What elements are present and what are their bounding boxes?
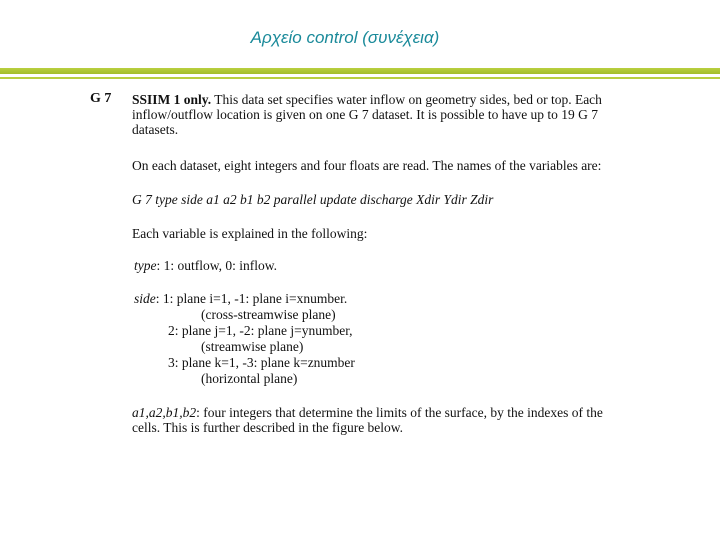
dataset-label: G 7 — [90, 91, 112, 106]
side-key: side — [134, 291, 156, 306]
a-text: : four integers that determine the limits of the surface, by the indexes of the cells. This is further described in the figure below. — [132, 405, 603, 435]
side-line-6: (horizontal plane) — [201, 371, 298, 386]
read-line: On each dataset, eight integers and four floats are read. The names of the variables are: — [132, 158, 602, 173]
explained-line: Each variable is explained in the following: — [132, 226, 368, 241]
type-key: type — [134, 258, 157, 273]
side-line-3: 2: plane j=1, -2: plane j=ynumber, — [168, 323, 353, 338]
intro-paragraph — [132, 92, 620, 137]
side-definition — [134, 291, 347, 306]
type-text: : 1: outflow, 0: inflow. — [156, 258, 277, 273]
a-key: a1,a2,b1,b2 — [132, 405, 197, 420]
slide-title: Αρχείο control (συνέχεια) — [250, 28, 440, 47]
intro-text: This data set specifies water inflow on geometry sides, bed or top. Each inflow/outflow location is given on one G 7 dataset. It is possible to have up to 19 G 7 datasets. — [132, 92, 602, 137]
a1a2b1b2-definition — [132, 405, 622, 435]
side-line-4: (streamwise plane) — [201, 339, 304, 354]
intro-bold: SSIIM 1 only. — [132, 92, 212, 107]
side-line-5: 3: plane k=1, -3: plane k=znumber — [168, 355, 355, 370]
type-definition — [134, 258, 277, 273]
syntax-line: G 7 type side a1 a2 b1 b2 parallel update discharge Xdir Ydir Zdir — [132, 192, 494, 207]
side-line-1: : 1: plane i=1, -1: plane i=xnumber. — [155, 291, 348, 306]
side-line-2: (cross-streamwise plane) — [201, 307, 336, 322]
